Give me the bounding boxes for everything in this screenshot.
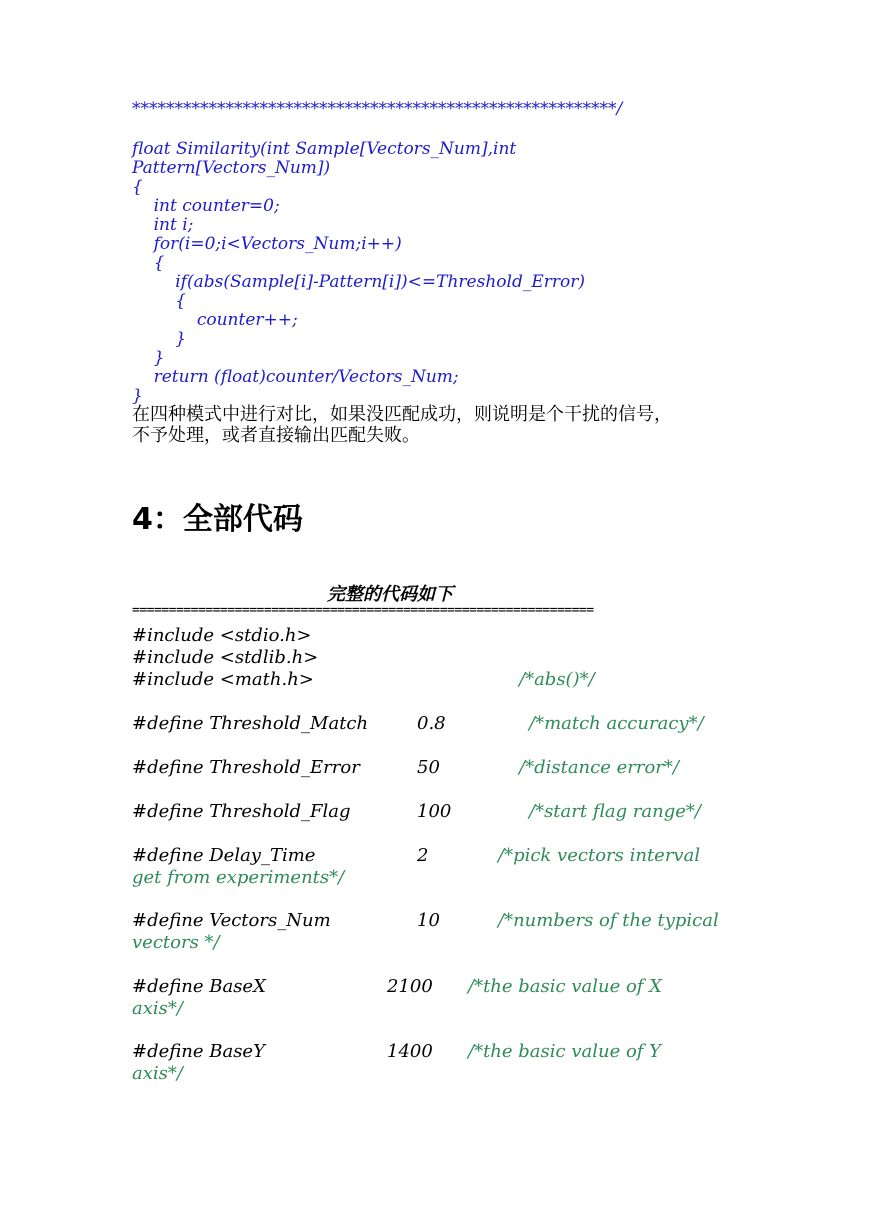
define-comment-continued: axis*/ xyxy=(132,1063,183,1084)
code-line: return (float)counter/Vectors_Num; xyxy=(132,367,459,387)
include-line: #include <math.h> xyxy=(132,669,314,690)
code-line: counter++; xyxy=(132,310,298,330)
define-name: #define Vectors_Num xyxy=(132,910,331,931)
paragraph-line: 在四种模式中进行对比，如果没匹配成功，则说明是个干扰的信号， xyxy=(132,404,672,425)
define-comment-continued: vectors */ xyxy=(132,932,220,953)
define-name: #define Threshold_Flag xyxy=(132,801,351,822)
code-line: { xyxy=(132,291,187,311)
section-heading: 4：全部代码 xyxy=(132,502,303,537)
define-comment: /*distance error*/ xyxy=(519,757,679,778)
code-line: { xyxy=(132,253,165,273)
define-value: 2100 xyxy=(387,976,433,997)
code-line: Pattern[Vectors_Num]) xyxy=(132,158,331,178)
define-comment: /*start flag range*/ xyxy=(529,801,701,822)
comment-stars-line: *********************************************************/ xyxy=(132,99,623,119)
code-line: { xyxy=(132,177,143,197)
define-name: #define Threshold_Match xyxy=(132,713,369,734)
include-comment: /*abs()*/ xyxy=(519,669,595,690)
define-name: #define BaseX xyxy=(132,976,266,997)
define-comment: /*the basic value of X xyxy=(468,976,662,997)
paragraph-line: 不予处理，或者直接输出匹配失败。 xyxy=(132,425,420,446)
define-value: 2 xyxy=(417,845,429,866)
define-value: 0.8 xyxy=(417,713,446,734)
define-name: #define Delay_Time xyxy=(132,845,316,866)
code-line: int counter=0; xyxy=(132,196,280,216)
define-comment-continued: axis*/ xyxy=(132,998,183,1019)
define-comment: /*the basic value of Y xyxy=(468,1041,662,1062)
define-name: #define BaseY xyxy=(132,1041,265,1062)
define-name: #define Threshold_Error xyxy=(132,757,360,778)
separator-rule: =============================================================== xyxy=(132,603,594,618)
code-line: float Similarity(int Sample[Vectors_Num],int xyxy=(132,139,517,159)
define-comment: /*pick vectors interval xyxy=(498,845,701,866)
include-line: #include <stdio.h> xyxy=(132,625,312,646)
code-line: } xyxy=(132,386,143,406)
define-comment-continued: get from experiments*/ xyxy=(132,867,345,888)
code-line: } xyxy=(132,348,165,368)
define-value: 1400 xyxy=(387,1041,433,1062)
define-value: 10 xyxy=(417,910,440,931)
define-comment: /*numbers of the typical xyxy=(498,910,719,931)
define-value: 50 xyxy=(417,757,440,778)
code-title: 完整的代码如下 xyxy=(327,584,453,605)
code-line: if(abs(Sample[i]-Pattern[i])<=Threshold_Error) xyxy=(132,272,585,292)
code-line: int i; xyxy=(132,215,194,235)
include-line: #include <stdlib.h> xyxy=(132,647,319,668)
define-comment: /*match accuracy*/ xyxy=(529,713,704,734)
code-line: for(i=0;i<Vectors_Num;i++) xyxy=(132,234,402,254)
code-line: } xyxy=(132,329,187,349)
define-value: 100 xyxy=(417,801,452,822)
